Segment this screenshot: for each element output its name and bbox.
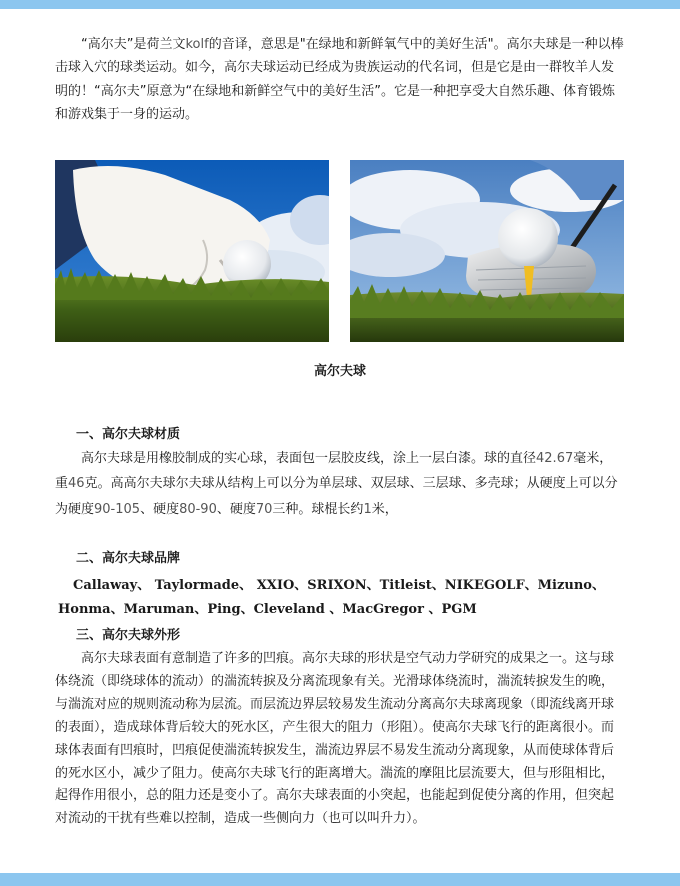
material-text-6: 三种。球棍长约	[272, 501, 364, 517]
brand-list-line-2: Honma、Maruman、Ping、Cleveland 、MacGregor 、PGM	[58, 602, 477, 617]
ball-weight-value: 46	[68, 476, 85, 492]
material-text-1: 高尔夫球是用橡胶制成的实心球，表面包一层胶皮线，涂上一层白漆。球的直径	[81, 451, 537, 466]
ball-diameter-value: 42.67	[536, 451, 574, 466]
section-heading-brand: 二、高尔夫球品牌	[76, 551, 181, 566]
hardness-value-1: 90-105	[94, 501, 141, 517]
material-text-2: 毫米，重	[55, 451, 613, 492]
material-text-7: 米，	[371, 501, 398, 517]
material-paragraph	[55, 446, 625, 522]
intro-kolf-word: kolf	[185, 37, 209, 52]
intro-text-1: “高尔夫”是荷兰文	[81, 37, 186, 52]
top-border-band	[0, 0, 680, 9]
figure-caption: 高尔夫球	[313, 364, 366, 379]
material-text-5: 、硬度	[216, 501, 256, 517]
material-text-4: 、硬度	[140, 501, 180, 517]
section-heading-material: 一、高尔夫球材质	[76, 427, 181, 442]
shape-paragraph: 高尔夫球表面有意制造了许多的凹痕。高尔夫球的形状是空气动力学研究的成果之一。这与球体绕流（即绕球体的流动）的湍流转捩及分离流现象有关。光滑球体绕流时，湍流转捩发生的晚，与湍流对应的规则流动称为层流。而层流边界层较易发生流动分离高尔夫球离现象（即流线离开球的表面），造成球体背后较大的死水区，产生很大的阻力（形阻）。使高尔夫球飞行的距离很小。而球体表面有凹痕时，凹痕促使湍流转捩发生，湍流边界层不易发生流动分离现象，从而使球体背后的死水区小，减少了阻力。使高尔夫球飞行的距离增大。湍流的摩阻比层流要大，但与形阻相比，起得作用很小，总的阻力还是变小了。高尔夫球表面的小突起，也能起到促使分离的作用，但突起对流动的干扰有些难以控制，造成一些侧向力（也可以叫升力）。	[55, 651, 615, 827]
intro-paragraph	[55, 33, 625, 126]
golf-ball-glove-photo	[55, 160, 329, 342]
club-length-value: 1	[363, 501, 372, 517]
hardness-value-2: 80-90	[179, 501, 217, 517]
section-heading-shape: 三、高尔夫球外形	[76, 628, 181, 643]
golf-club-ball-photo	[350, 160, 624, 342]
material-text-3: 克。高高尔夫球尔夫球从结构上可以分为单层球、双层球、三层球、多壳球；从硬度上可以分为硬度	[55, 476, 618, 517]
brand-list-line-1: Callaway、 Taylormade、 XXIO、SRIXON、Titleist、NIKEGOLF、Mizuno、	[73, 578, 605, 593]
hardness-value-3: 70	[255, 501, 273, 517]
intro-text-2: 的音译，意思是"在绿地和新鲜氧气中的美好生活"。高尔夫球是一种以棒击球入穴的球类运动。如今，高尔夫球运动已经成为贵族运动的代名词，但是它是由一群牧羊人发明的！“高尔夫”原意为“在绿地和新鲜空气中的美好生活”。它是一种把享受大自然乐趣、体育锻炼和游戏集于一身的运动。	[55, 37, 624, 122]
bottom-border-band	[0, 873, 680, 886]
